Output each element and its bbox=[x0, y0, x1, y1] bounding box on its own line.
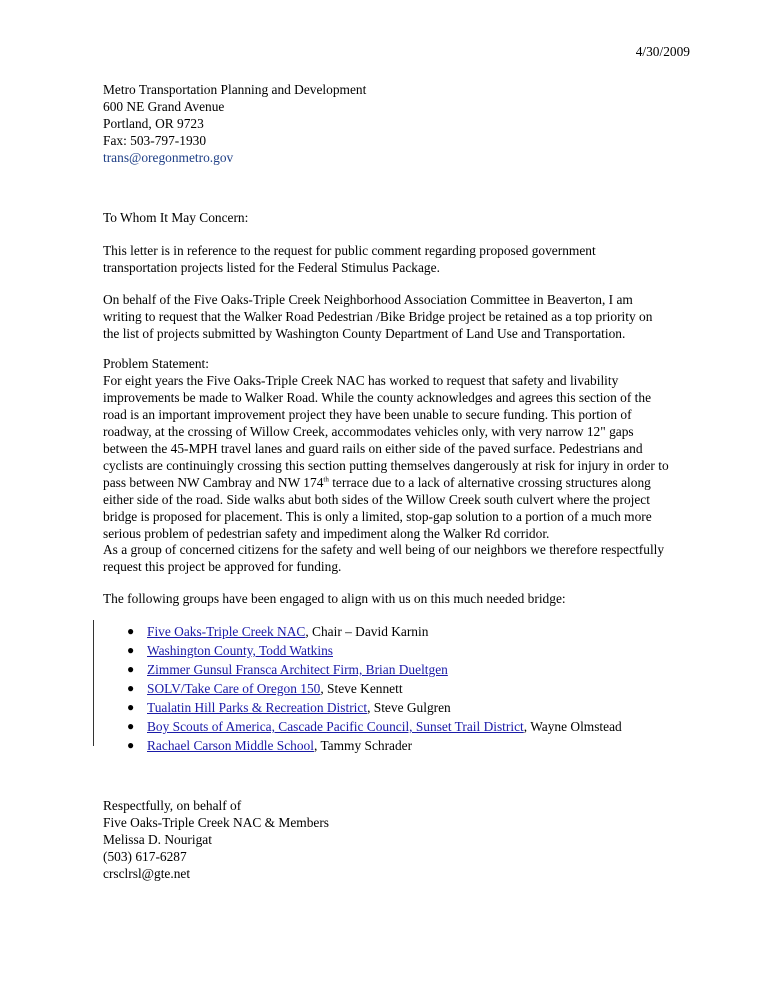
bullet-icon: ● bbox=[127, 624, 135, 638]
recipient-city: Portland, OR 9723 bbox=[103, 116, 204, 131]
closing-line: Respectfully, on behalf of bbox=[103, 798, 242, 813]
group-link[interactable]: Zimmer Gunsul Fransca Architect Firm, Brian Dueltgen bbox=[147, 662, 448, 677]
paragraph-line: road is an important improvement project they have been unable to secure funding. This portion of bbox=[103, 407, 632, 422]
paragraph-line: serious problem of pedestrian safety and impediment along the Walker Rd corridor. bbox=[103, 526, 550, 541]
list-item bbox=[103, 660, 699, 679]
paragraph-line: As a group of concerned citizens for the safety and well being of our neighbors we therefore respectfully bbox=[103, 542, 665, 557]
letter-date: 4/30/2009 bbox=[635, 44, 690, 59]
bullet-icon: ● bbox=[127, 738, 135, 752]
paragraph-line: For eight years the Five Oaks-Triple Creek NAC has worked to request that safety and livability bbox=[103, 373, 619, 388]
bullet-icon: ● bbox=[127, 643, 135, 657]
paragraph-line: the list of projects submitted by Washington County Department of Land Use and Transportation. bbox=[103, 326, 626, 341]
problem-heading: Problem Statement: bbox=[103, 356, 209, 371]
paragraph-line: On behalf of the Five Oaks-Triple Creek Neighborhood Association Committee in Beaverton, I am bbox=[103, 292, 633, 307]
paragraph-line: bridge is proposed for placement. This is only a limited, stop-gap solution to a portion of a much more bbox=[103, 509, 652, 524]
problem-statement bbox=[103, 355, 699, 542]
closing-signature bbox=[103, 797, 329, 882]
paragraph-line: pass between NW Cambray and NW 174th terrace due to a lack of alternative crossing structures along bbox=[103, 475, 651, 490]
list-item: ● Boy Scouts of America, Cascade Pacific Council, Sunset Trail District, Wayne Olmstead bbox=[127, 719, 622, 734]
list-item: ● SOLV/Take Care of Oregon 150, Steve Kennett bbox=[127, 681, 403, 696]
paragraph-line: transportation projects listed for the Federal Stimulus Package. bbox=[103, 260, 440, 275]
paragraph-line: This letter is in reference to the request for public comment regarding proposed government bbox=[103, 243, 596, 258]
paragraph-line: either side of the road. Side walks abut both sides of the Willow Creek south culvert where the project bbox=[103, 492, 650, 507]
list-item: ● Rachael Carson Middle School, Tammy Schrader bbox=[127, 738, 413, 753]
paragraph-line: cyclists are continuingly crossing this section putting themselves dangerously at risk for injury in order to bbox=[103, 458, 669, 473]
bullet-icon: ● bbox=[127, 681, 135, 695]
paragraph-reference bbox=[103, 242, 699, 276]
salutation: To Whom It May Concern: bbox=[103, 210, 249, 225]
bullet-icon: ● bbox=[127, 700, 135, 714]
recipient-name: Metro Transportation Planning and Development bbox=[103, 82, 367, 97]
group-link[interactable]: Washington County, Todd Watkins bbox=[147, 643, 333, 658]
group-link[interactable]: Five Oaks-Triple Creek NAC bbox=[147, 624, 306, 639]
signer-phone: (503) 617-6287 bbox=[103, 849, 187, 864]
group-link[interactable]: Tualatin Hill Parks & Recreation District bbox=[147, 700, 368, 715]
paragraph-line: writing to request that the Walker Road Pedestrian /Bike Bridge project be retained as a top priority on bbox=[103, 309, 653, 324]
paragraph-approval bbox=[103, 541, 699, 575]
list-item: ● Tualatin Hill Parks & Recreation District, Steve Gulgren bbox=[127, 700, 451, 715]
group-link[interactable]: Rachael Carson Middle School bbox=[147, 738, 314, 753]
group-link[interactable]: Boy Scouts of America, Cascade Pacific Council, Sunset Trail District bbox=[147, 719, 524, 734]
bullet-icon: ● bbox=[127, 719, 135, 733]
recipient-address bbox=[103, 81, 366, 166]
groups-intro: The following groups have been engaged to align with us on this much needed bridge: bbox=[103, 591, 566, 606]
bullet-icon: ● bbox=[127, 662, 135, 676]
paragraph-line: roadway, at the crossing of Willow Creek, accommodates vehicles only, with very narrow 12" gaps bbox=[103, 424, 634, 439]
groups-list bbox=[103, 622, 699, 755]
recipient-street: 600 NE Grand Avenue bbox=[103, 99, 225, 114]
signer-email: crsclrsl@gte.net bbox=[103, 866, 191, 881]
closing-org: Five Oaks-Triple Creek NAC & Members bbox=[103, 815, 330, 830]
group-link[interactable]: SOLV/Take Care of Oregon 150 bbox=[147, 681, 321, 696]
list-item bbox=[103, 641, 699, 660]
list-item: ● Five Oaks-Triple Creek NAC, Chair – David Karnin bbox=[127, 624, 429, 639]
recipient-email[interactable]: trans@oregonmetro.gov bbox=[103, 150, 234, 165]
recipient-fax: Fax: 503-797-1930 bbox=[103, 133, 207, 148]
change-bar bbox=[93, 620, 94, 746]
paragraph-line: improvements be made to Walker Road. While the county acknowledges and agrees this section of the bbox=[103, 390, 652, 405]
paragraph-line: between the 45-MPH travel lanes and guard rails on either side of the paved surface. Pedestrians and bbox=[103, 441, 643, 456]
paragraph-request bbox=[103, 291, 699, 342]
signer-name: Melissa D. Nourigat bbox=[103, 832, 212, 847]
paragraph-line: request this project be approved for funding. bbox=[103, 559, 342, 574]
